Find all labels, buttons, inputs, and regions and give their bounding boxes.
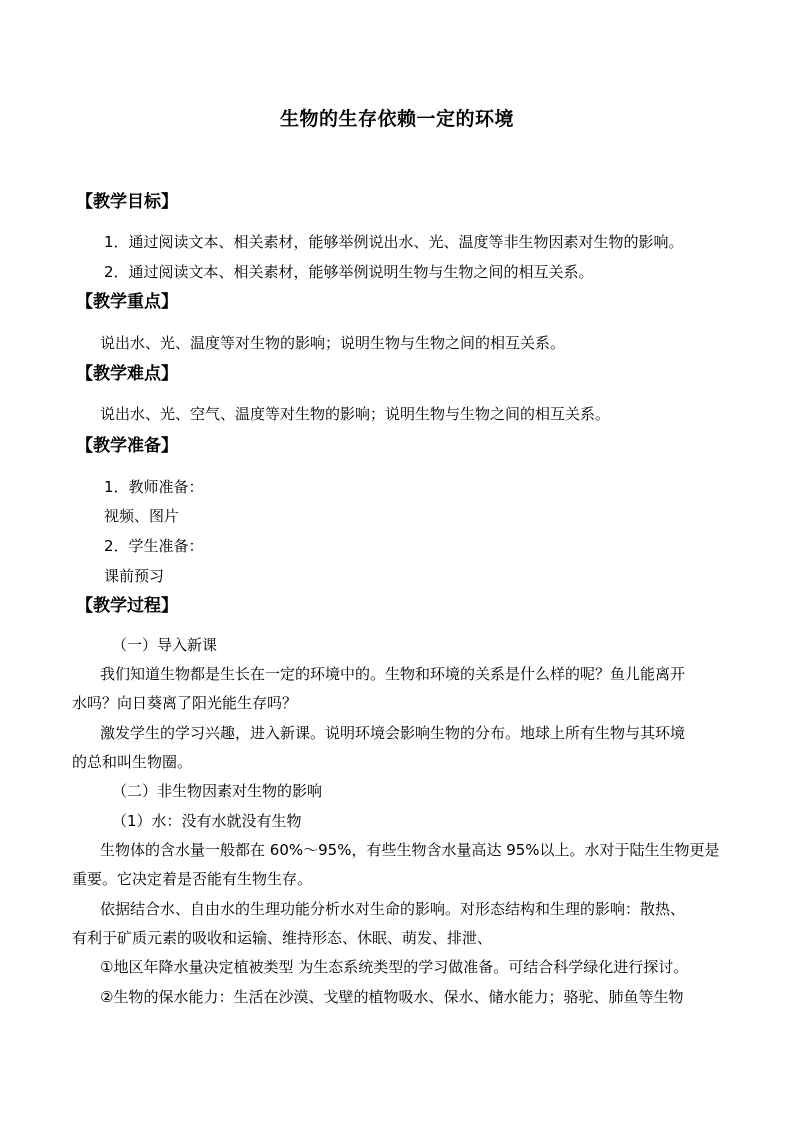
subheading-line: （二）非生物因素对生物的影响 xyxy=(112,782,323,800)
paragraph-line: 水吗？向日葵离了阳光能生存吗？ xyxy=(72,694,298,712)
document-title: 生物的生存依赖一定的环境 xyxy=(279,108,514,130)
section-heading-preparation: 【教学准备】 xyxy=(76,436,178,456)
section-heading-difficulties: 【教学难点】 xyxy=(76,364,178,384)
subheading-line: （一）导入新课 xyxy=(112,636,218,654)
paragraph-line: 1．教师准备： xyxy=(104,478,204,496)
section-heading-objectives: 【教学目标】 xyxy=(76,192,178,212)
paragraph-line: 有利于矿质元素的吸收和运输、维持形态、休眠、萌发、排泄、 xyxy=(72,929,493,947)
paragraph-line: 说出水、光、温度等对生物的影响；说明生物与生物之间的相互关系。 xyxy=(100,334,566,352)
paragraph-line: ②生物的保水能力：生活在沙漠、戈壁的植物吸水、保水、储水能力；骆驼、肺鱼等生物 xyxy=(100,988,684,1006)
paragraph-line: ①地区年降水量决定植被类型 为生态系统类型的学习做准备。可结合科学绿化进行探讨。 xyxy=(100,958,689,976)
paragraph-line: 我们知道生物都是生长在一定的环境中的。生物和环境的关系是什么样的呢？鱼儿能离开 xyxy=(100,665,686,683)
paragraph-line: 说出水、光、空气、温度等对生物的影响；说明生物与生物之间的相互关系。 xyxy=(100,405,611,423)
paragraph-line: 激发学生的学习兴趣，进入新课。说明环境会影响生物的分布。地球上所有生物与其环境 xyxy=(100,724,686,742)
section-heading-process: 【教学过程】 xyxy=(76,596,178,616)
paragraph-line: 依据结合水、自由水的生理功能分析水对生命的影响。对形态结构和生理的影响：散热、 xyxy=(100,900,686,918)
section-heading-key-points: 【教学重点】 xyxy=(76,292,178,312)
paragraph-line: 2．学生准备： xyxy=(104,537,204,555)
paragraph-line: 的总和叫生物圈。 xyxy=(72,753,193,771)
paragraph-line: 课前预习 xyxy=(104,567,165,585)
paragraph-line: 生物体的含水量一般都在 60%～95%，有些生物含水量高达 95%以上。水对于陆生生物更是 xyxy=(100,841,720,859)
paragraph-line: 1．通过阅读文本、相关素材，能够举例说出水、光、温度等非生物因素对生物的影响。 xyxy=(104,233,684,251)
paragraph-line: 重要。它决定着是否能有生物生存。 xyxy=(72,870,313,888)
subheading-line: （1）水：没有水就没有生物 xyxy=(112,812,302,830)
paragraph-line: 2．通过阅读文本、相关素材，能够举例说明生物与生物之间的相互关系。 xyxy=(104,263,594,281)
paragraph-line: 视频、图片 xyxy=(104,507,180,525)
